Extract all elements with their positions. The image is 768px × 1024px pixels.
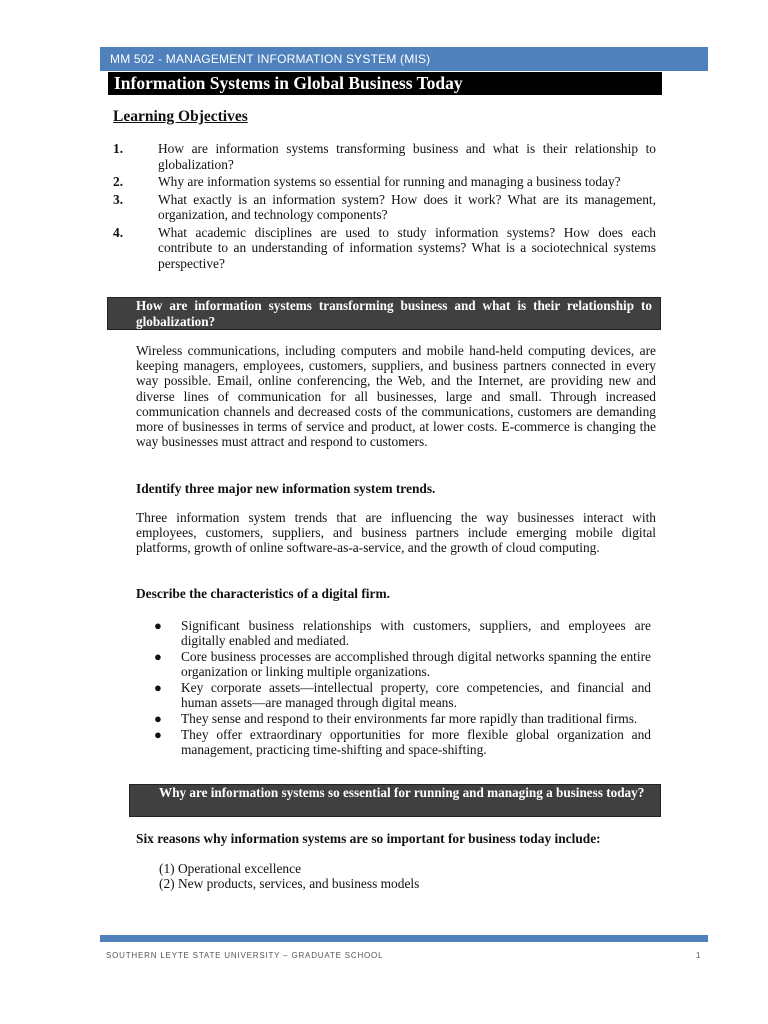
list-item	[154, 711, 651, 726]
document-title: Information Systems in Global Business Today	[108, 72, 662, 95]
objective-number: 4.	[113, 224, 124, 240]
bullet-icon: ●	[154, 726, 162, 742]
reasons-intro: Six reasons why information systems are so important for business today include:	[136, 831, 601, 846]
objective-item	[113, 192, 656, 223]
objective-number: 2.	[113, 174, 124, 189]
objective-item	[113, 225, 656, 272]
trends-question: Identify three major new information system trends.	[136, 481, 436, 496]
bullet-text: Key corporate assets—intellectual property, core competencies, and financial and human assets—are managed through digital means.	[181, 680, 651, 711]
bullet-text: They offer extraordinary opportunities for more flexible global organization and management, practicing time-shifting and space-shifting.	[181, 726, 651, 757]
objective-text: What academic disciplines are used to study information systems? How does each contribute to an understanding of information systems? What is a sociotechnical systems perspective?	[158, 224, 656, 271]
footer-institution: SOUTHERN LEYTE STATE UNIVERSITY – GRADUATE SCHOOL	[106, 951, 384, 960]
bullet-icon: ●	[154, 680, 162, 695]
reasons-list	[159, 861, 419, 891]
bullet-text: Core business processes are accomplished through digital networks spanning the entire organization or linking multiple organizations.	[181, 649, 651, 680]
footer-bar	[100, 935, 708, 942]
bullet-text: They sense and respond to their environments far more rapidly than traditional firms.	[181, 711, 638, 726]
objective-text: What exactly is an information system? How does it work? What are its management, organization, and technology components?	[158, 191, 656, 222]
learning-objectives-list	[113, 141, 656, 273]
trends-answer: Three information system trends that are influencing the way businesses interact with employees, customers, suppliers, and business partners include emerging mobile digital platforms, growth of online software-as-a-service, and the growth of cloud computing.	[136, 510, 656, 556]
objective-item	[113, 174, 656, 190]
objective-item	[113, 141, 656, 172]
section2-heading-bar: Why are information systems so essential for running and managing a business today?	[129, 784, 661, 817]
bullet-icon: ●	[154, 711, 162, 726]
list-item	[154, 618, 651, 648]
bullet-text: Significant business relationships with customers, suppliers, and employees are digitally enabled and mediated.	[181, 618, 651, 649]
list-item	[154, 649, 651, 679]
learning-objectives-heading: Learning Objectives	[113, 108, 248, 125]
list-item: (1) Operational excellence	[159, 861, 302, 876]
digital-firm-characteristics-list	[154, 618, 651, 758]
section1-paragraph: Wireless communications, including computers and mobile hand-held computing devices, are keeping managers, employees, customers, suppliers, and business partners connected in every way possible. Email, online conferencing, the Web, and the Internet, are providing new and diverse lines of communication for all businesses, large and small. Through increased communication channels and decreased costs of the communications, customers are demanding more of businesses in terms of service and product, at lower costs. E-commerce is changing the way businesses must attract and respond to customers.	[136, 343, 656, 450]
course-header-bar	[100, 47, 708, 71]
list-item	[154, 727, 651, 757]
objective-text: How are information systems transforming business and what is their relationship to globalization?	[158, 141, 656, 172]
page-number: 1	[696, 951, 701, 960]
objective-text: Why are information systems so essential for running and managing a business today?	[158, 174, 621, 189]
course-header-text: MM 502 - MANAGEMENT INFORMATION SYSTEM (MIS)	[110, 52, 431, 66]
objective-number: 1.	[113, 141, 124, 156]
bullet-icon: ●	[154, 618, 162, 633]
objective-number: 3.	[113, 191, 124, 207]
list-item: (2) New products, services, and business models	[159, 876, 420, 892]
bullet-icon: ●	[154, 649, 162, 664]
section1-heading-bar: How are information systems transforming business and what is their relationship to globalization?	[107, 297, 661, 330]
digital-firm-question: Describe the characteristics of a digital firm.	[136, 586, 390, 601]
list-item	[154, 680, 651, 710]
